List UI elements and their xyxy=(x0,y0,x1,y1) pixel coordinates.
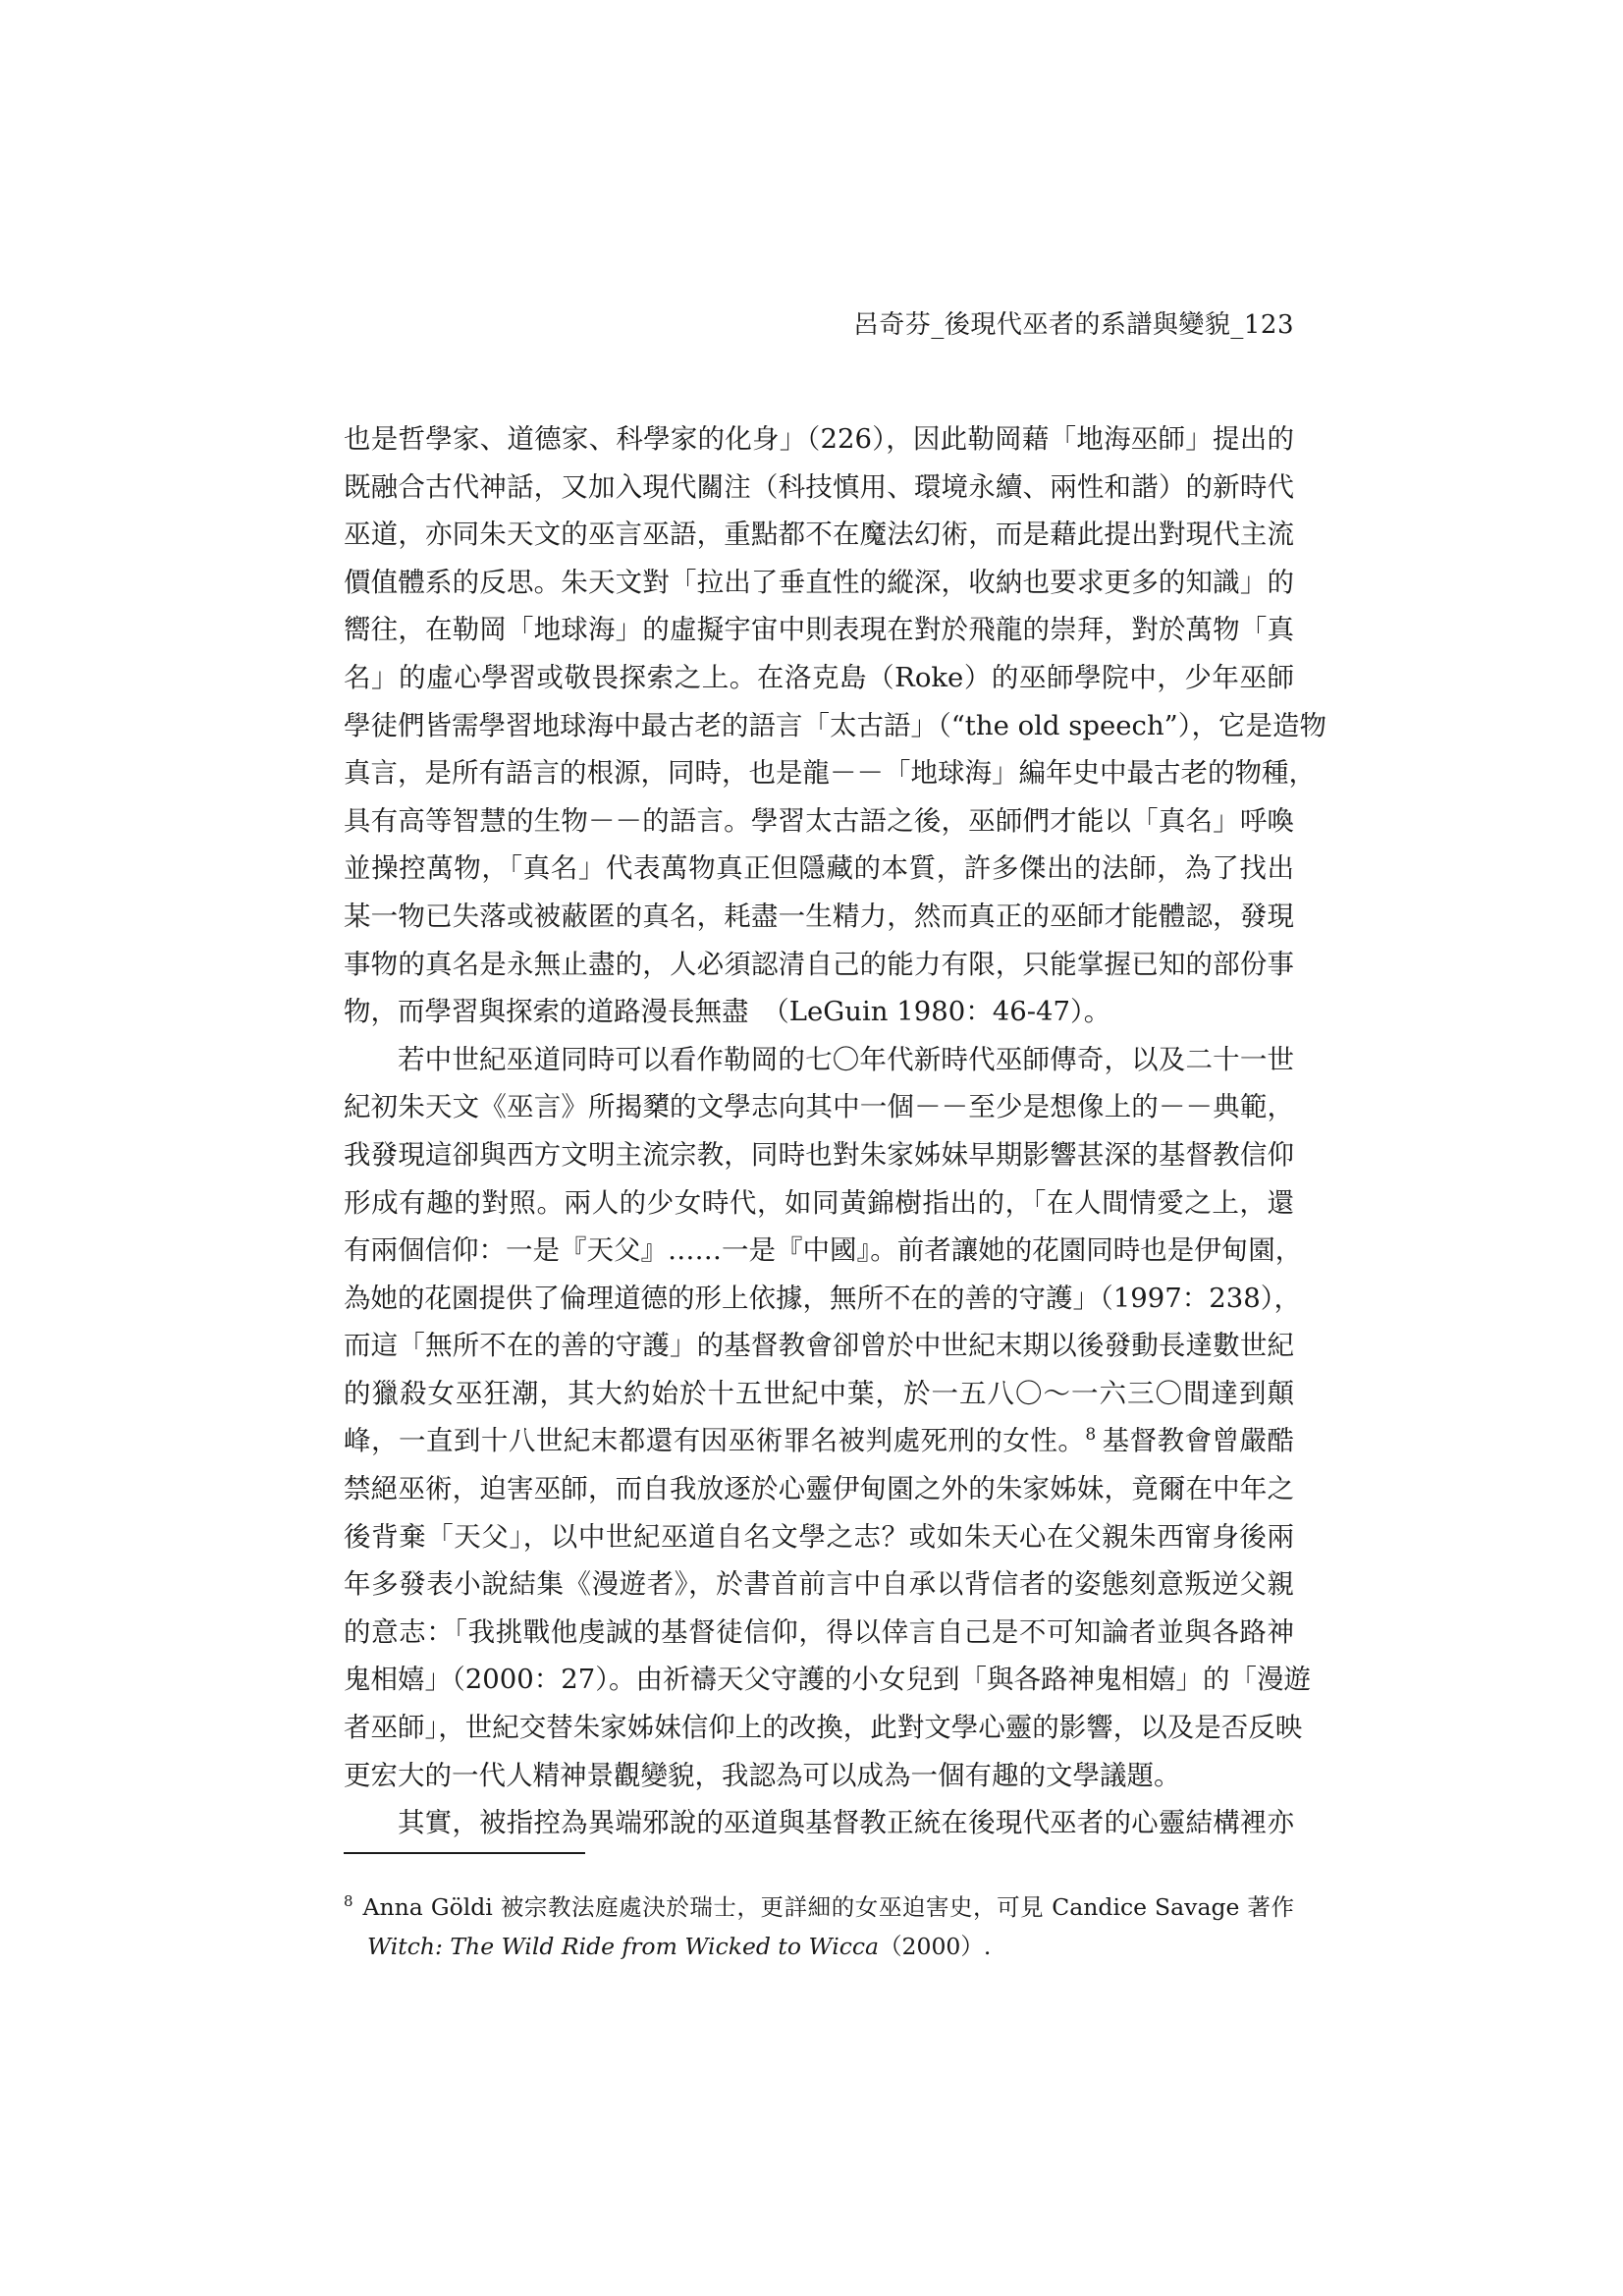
text-line: 禁絕巫術，迫害巫師，而自我放逐於心靈伊甸園之外的朱家姊妹，竟爾在中年之 xyxy=(344,1473,1294,1505)
text-line: 的意志：「我挑戰他虔誠的基督徒信仰，得以倖言自己是不可知論者並與各路神 xyxy=(344,1615,1294,1648)
text-line: 其實，被指控為異端邪說的巫道與基督教正統在後現代巫者的心靈結構裡亦 xyxy=(398,1807,1294,1839)
text-line: 形成有趣的對照。兩人的少女時代，如同黃錦樹指出的，「在人間情愛之上，還 xyxy=(344,1186,1294,1219)
text-segment: 峰，一直到十八世紀末都還有因巫術罪名被判處死刑的女性。 xyxy=(344,1425,1086,1457)
text-line: 而這「無所不在的善的守護」的基督教會卻曾於中世紀末期以後發動長達數世紀 xyxy=(344,1330,1294,1362)
text-line: 有兩個信仰：一是『天父』……一是『中國』。前者讓她的花園同時也是伊甸園， xyxy=(344,1234,1303,1267)
text-line: 的獵殺女巫狂潮，其大約始於十五世紀中葉，於一五八〇～一六三〇間達到顛 xyxy=(344,1377,1294,1409)
text-line: 者巫師」，世紀交替朱家姊妹信仰上的改換，此對文學心靈的影響，以及是否反映 xyxy=(344,1712,1303,1744)
text-line: 紀初朱天文《巫言》所揭櫫的文學志向其中一個－－至少是想像上的－－典範， xyxy=(344,1091,1294,1123)
text-line: 具有高等智慧的生物－－的語言。學習太古語之後，巫師們才能以「真名」呼喚 xyxy=(344,804,1294,837)
running-header: 呂奇芬_後現代巫者的系譜與變貌_123 xyxy=(852,310,1294,340)
text-segment: 基督教會曾嚴酷 xyxy=(1102,1425,1295,1457)
footnote-line xyxy=(344,1927,1294,1966)
text-line: 為她的花園提供了倫理道德的形上依據，無所不在的善的守護」（1997：238）， xyxy=(344,1282,1301,1314)
footnote-text: Anna Göldi 被宗教法庭處決於瑞士，更詳細的女巫迫害史，可見 Candice Savage 著作 xyxy=(362,1893,1294,1921)
text-line: 後背棄「天父」，以中世紀巫道自名文學之志？或如朱天心在父親朱西甯身後兩 xyxy=(344,1520,1294,1553)
text-line: 更宏大的一代人精神景觀變貌，我認為可以成為一個有趣的文學議題。 xyxy=(344,1759,1181,1791)
footnote-text: （2000）. xyxy=(879,1933,992,1960)
footnote-reference[interactable]: 8 xyxy=(1085,1425,1097,1446)
text-line: 真言，是所有語言的根源，同時，也是龍－－「地球海」編年史中最古老的物種， xyxy=(344,757,1316,790)
text-line: 某一物已失落或被蔽匿的真名，耗盡一生精力，然而真正的巫師才能體認，發現 xyxy=(344,900,1294,932)
text-line: 學徒們皆需學習地球海中最古老的語言「太古語」（“the old speech”），它是造物 xyxy=(344,709,1326,741)
text-line: 價值體系的反思。朱天文對「拉出了垂直性的縱深，收納也要求更多的知識」的 xyxy=(344,566,1294,598)
text-line: 鬼相嬉」（2000：27）。由祈禱天父守護的小女兒到「與各路神鬼相嬉」的「漫遊 xyxy=(344,1664,1311,1696)
text-line: 我發現這卻與西方文明主流宗教，同時也對朱家姊妹早期影響甚深的基督教信仰 xyxy=(344,1138,1294,1171)
text-line: 事物的真名是永無止盡的，人必須認清自己的能力有限，只能掌握已知的部份事 xyxy=(344,948,1294,980)
text-line: 名」的虛心學習或敬畏探索之上。在洛克島（Roke）的巫師學院中，少年巫師 xyxy=(344,661,1294,693)
main-text xyxy=(344,415,1326,1847)
footnote-book-title: Witch: The Wild Ride from Wicked to Wicca xyxy=(367,1933,880,1960)
text-line: 物，而學習與探索的道路漫長無盡 （LeGuin 1980：46-47）。 xyxy=(344,996,1111,1028)
text-line: 並操控萬物，「真名」代表萬物真正但隱藏的本質，許多傑出的法師，為了找出 xyxy=(344,852,1294,885)
text-line: 也是哲學家、道德家、科學家的化身」（226），因此勒岡藉「地海巫師」提出的 xyxy=(344,423,1294,455)
text-line: 嚮往，在勒岡「地球海」的虛擬宇宙中則表現在對於飛龍的崇拜，對於萬物「真 xyxy=(344,614,1294,646)
text-line: 巫道，亦同朱天文的巫言巫語，重點都不在魔法幻術，而是藉此提出對現代主流 xyxy=(344,519,1294,551)
footnote-mark: 8 xyxy=(344,1892,353,1911)
footnote-line xyxy=(344,1887,1294,1927)
footnote-divider xyxy=(344,1852,585,1854)
text-line: 年多發表小說結集《漫遊者》，於書首前言中自承以背信者的姿態刻意叛逆父親 xyxy=(344,1568,1294,1601)
footnote xyxy=(344,1887,1294,1966)
text-line: 既融合古代神話，又加入現代關注（科技慎用、環境永續、兩性和諧）的新時代 xyxy=(344,470,1294,503)
text-line: 若中世紀巫道同時可以看作勒岡的七〇年代新時代巫師傳奇，以及二十一世 xyxy=(398,1043,1294,1075)
text-line xyxy=(344,1417,1294,1465)
